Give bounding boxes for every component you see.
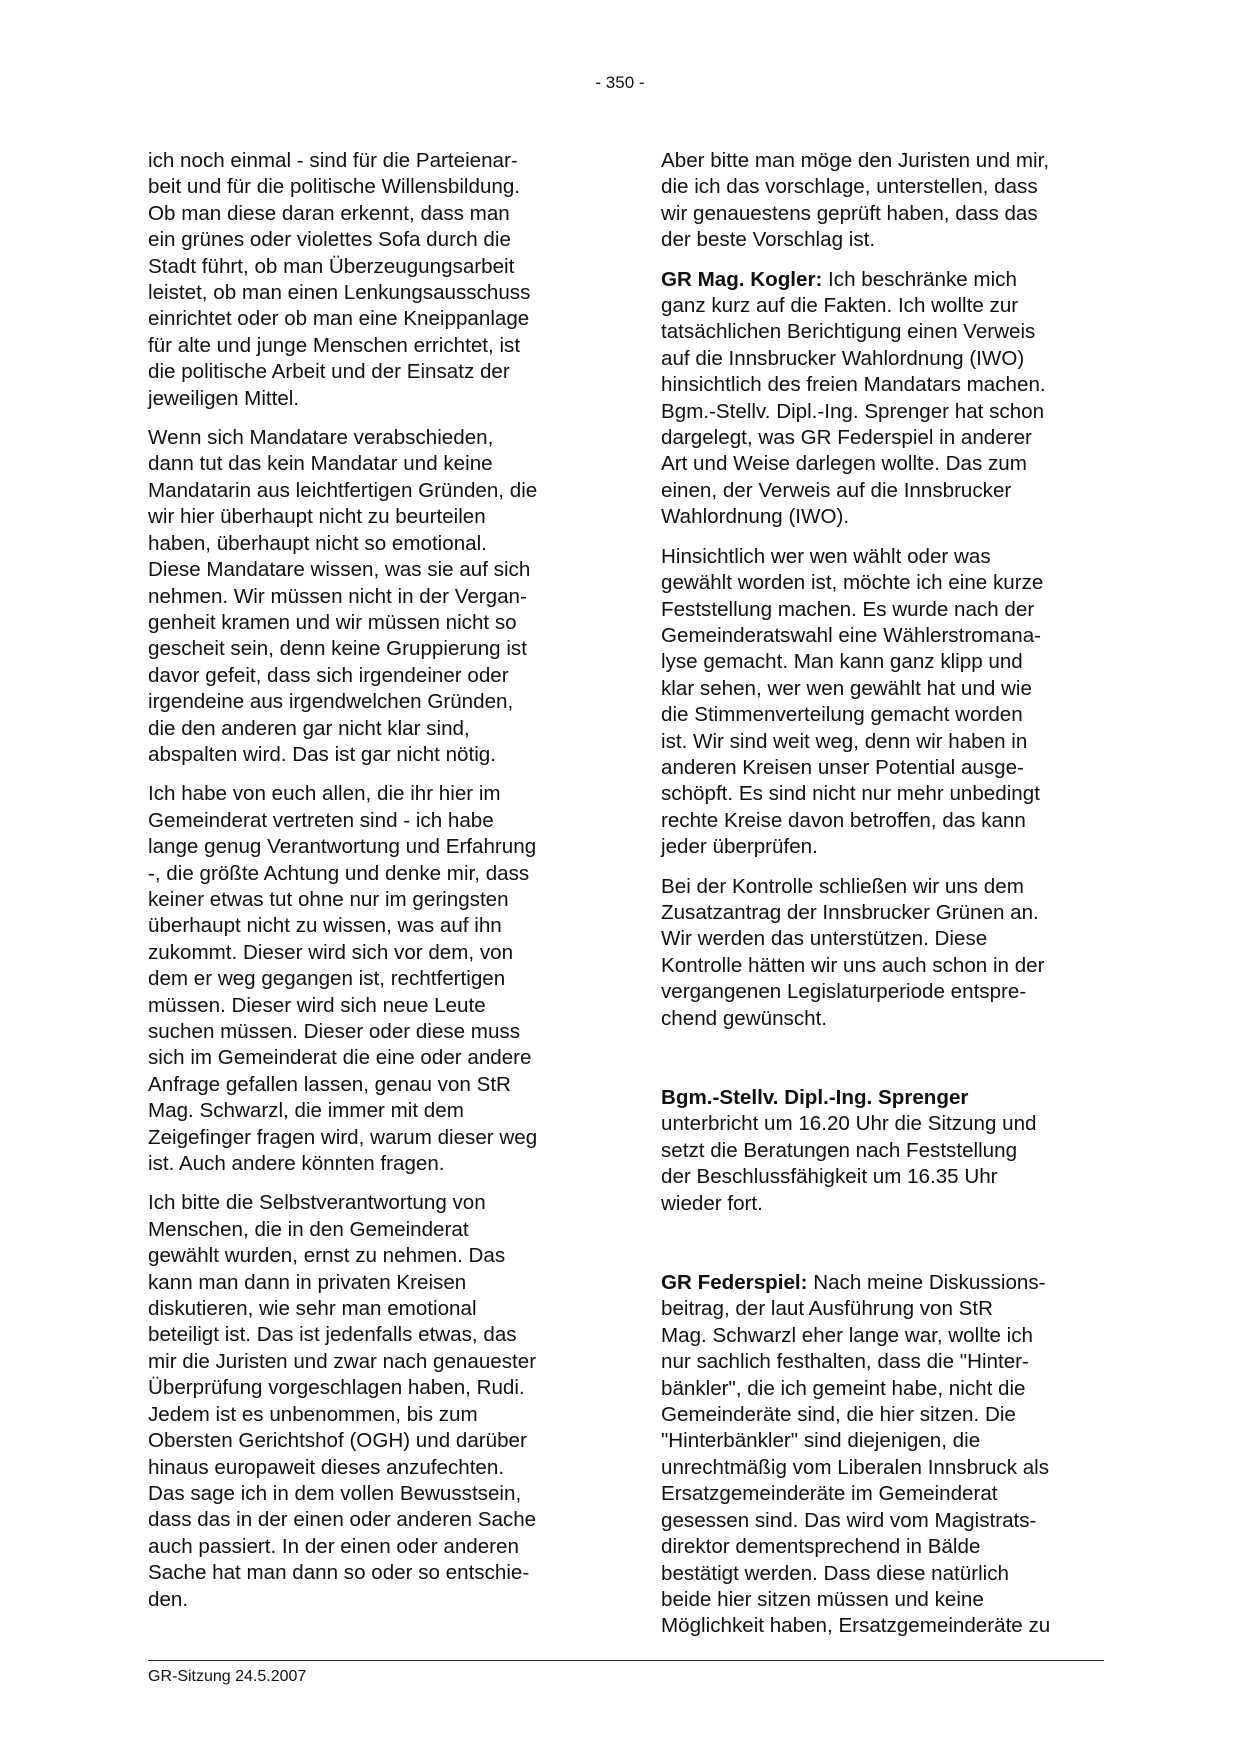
speech-start: Ich beschränke mich [822, 267, 1017, 291]
left-column [148, 148, 588, 1626]
text-line: Bei der Kontrolle schließen wir uns dem [661, 874, 1024, 898]
text-line: den. [148, 1587, 189, 1611]
text-line: der beste Vorschlag ist. [661, 228, 876, 252]
paragraph [661, 148, 1106, 254]
text-line: lyse gemacht. Man kann ganz klipp und [661, 650, 1023, 674]
text-line: schöpft. Es sind nicht nur mehr unbedingt [661, 782, 1040, 806]
text-line: Wahlordnung (IWO). [661, 505, 850, 529]
text-line: Aber bitte man möge den Juristen und mir, [661, 149, 1050, 172]
text-line [661, 267, 1106, 293]
text-line: jeweiligen Mittel. [148, 386, 300, 410]
speech-federspiel [661, 1270, 1106, 1640]
text-line: beteiligt ist. Das ist jedenfalls etwas, das [148, 1323, 517, 1347]
text-line: bänkler", die ich gemeint habe, nicht die [661, 1376, 1026, 1400]
text-line: zukommt. Dieser wird sich vor dem, von [148, 940, 514, 964]
text-line: dass das in der einen oder anderen Sache [148, 1508, 537, 1532]
text-line: ein grünes oder violettes Sofa durch die [148, 228, 511, 252]
speech-kogler [661, 267, 1106, 531]
text-line: dem er weg gegangen ist, rechtfertigen [148, 967, 506, 991]
right-column [661, 148, 1106, 1653]
text-line: Überprüfung vorgeschlagen haben, Rudi. [148, 1376, 525, 1400]
text-line: wir hier überhaupt nicht zu beurteilen [148, 505, 486, 529]
paragraph [148, 148, 588, 412]
text-line: mir die Juristen und zwar nach genauester [148, 1349, 537, 1373]
text-line: suchen müssen. Dieser oder diese muss [148, 1020, 521, 1043]
text-line: bestätigt werden. Dass diese natürlich [661, 1561, 1009, 1585]
paragraph [661, 544, 1106, 861]
text-line: genheit kramen und wir müssen nicht so [148, 610, 517, 634]
text-line: Mandatarin aus leichtfertigen Gründen, die [148, 478, 538, 502]
text-line: lange genug Verantwortung und Erfahrung [148, 835, 537, 859]
text-line: einen, der Verweis auf die Innsbrucker [661, 478, 1012, 502]
footer-divider [148, 1660, 1104, 1661]
text-line: die ich das vorschlage, unterstellen, dass [661, 175, 1038, 199]
text-line: direktor dementsprechend in Bälde [661, 1535, 981, 1559]
text-line: davor gefeit, dass sich irgendeiner oder [148, 663, 509, 687]
text-line: -, die größte Achtung und denke mir, dass [148, 861, 530, 885]
text-line: Zeigefinger fragen wird, warum dieser weg [148, 1125, 538, 1149]
text-line: Menschen, die in den Gemeinderat [148, 1217, 469, 1241]
text-line: Gemeinderatswahl eine Wählerstromana- [661, 623, 1042, 647]
text-line: tatsächlichen Berichtigung einen Verweis [661, 320, 1036, 344]
text-line: leistet, ob man einen Lenkungsausschuss [148, 281, 531, 305]
text-line: die politische Arbeit und der Einsatz der [148, 360, 510, 384]
footer-text: GR-Sitzung 24.5.2007 [148, 1668, 307, 1685]
text-line: überhaupt nicht zu wissen, was auf ihn [148, 914, 502, 938]
paragraph [148, 781, 588, 1177]
text-line [661, 1270, 1106, 1296]
text-line: diskutieren, wie sehr man emotional [148, 1297, 477, 1321]
text-line: dargelegt, was GR Federspiel in anderer [661, 426, 1032, 450]
text-line: Wenn sich Mandatare verabschieden, [148, 426, 494, 450]
text-line: sich im Gemeinderat die eine oder andere [148, 1046, 532, 1070]
text-line: Hinsichtlich wer wen wählt oder was [661, 544, 991, 568]
text-line: Obersten Gerichtshof (OGH) und darüber [148, 1429, 527, 1453]
text-line: Wir werden das unterstützen. Diese [661, 927, 988, 951]
text-line: anderen Kreisen unser Potential ausge- [661, 755, 1024, 779]
text-line: beit und für die politische Willensbildung. [148, 175, 521, 199]
text-line: auf die Innsbrucker Wahlordnung (IWO) [661, 346, 1025, 370]
text-line: nur sachlich festhalten, dass die "Hinter- [661, 1350, 1029, 1374]
text-line: Ich habe von euch allen, die ihr hier im [148, 782, 501, 806]
text-line: hinaus europaweit dieses anzufechten. [148, 1455, 505, 1479]
text-line: für alte und junge Menschen errichtet, ist [148, 333, 521, 357]
text-line: Anfrage gefallen lassen, genau von StR [148, 1072, 511, 1096]
text-line: vergangenen Legislaturperiode entspre- [661, 980, 1027, 1004]
text-line: gewählt worden ist, möchte ich eine kurze [661, 571, 1044, 595]
text-line: haben, überhaupt nicht so emotional. [148, 531, 487, 555]
speaker-name: GR Mag. Kogler: [661, 267, 823, 291]
text-line: Sache hat man dann so oder so entschie- [148, 1561, 530, 1585]
text-line: gesessen sind. Das wird vom Magistrats- [661, 1508, 1037, 1532]
text-line: "Hinterbänkler" sind diejenigen, die [661, 1429, 981, 1453]
text-line: chend gewünscht. [661, 1006, 828, 1030]
text-line: wieder fort. [661, 1191, 763, 1215]
text-line: die Stimmenverteilung gemacht worden [661, 703, 1023, 727]
text-line: Zusatzantrag der Innsbrucker Grünen an. [661, 900, 1039, 924]
text-line: beide hier sitzen müssen und keine [661, 1587, 984, 1611]
text-line: Mag. Schwarzl, die immer mit dem [148, 1099, 464, 1123]
text-line: rechte Kreise davon betroffen, das kann [661, 808, 1026, 832]
text-line: gescheit sein, denn keine Gruppierung ist [148, 637, 527, 661]
text-line: Ersatzgemeinderäte im Gemeinderat [661, 1482, 998, 1506]
text-line: Das sage ich in dem vollen Bewusstsein, [148, 1481, 522, 1505]
text-line: Diese Mandatare wissen, was sie auf sich [148, 558, 531, 582]
text-line: ist. Auch andere könnten fragen. [148, 1152, 445, 1176]
text-line: gewählt wurden, ernst zu nehmen. Das [148, 1244, 506, 1268]
text-line: Gemeinderat vertreten sind - ich habe [148, 808, 494, 832]
text-line: dann tut das kein Mandatar und keine [148, 452, 493, 476]
paragraph [148, 1190, 588, 1613]
text-line: keiner etwas tut ohne nur im geringsten [148, 887, 509, 911]
text-line: Ob man diese daran erkennt, dass man [148, 201, 510, 225]
text-line: Kontrolle hätten wir uns auch schon in der [661, 953, 1045, 977]
text-line: Ich bitte die Selbstverantwortung von [148, 1191, 486, 1215]
text-line: irgendeine aus irgendwelchen Gründen, [148, 690, 514, 714]
text-line: nehmen. Wir müssen nicht in der Vergan- [148, 584, 527, 608]
paragraph [148, 425, 588, 768]
text-line: kann man dann in privaten Kreisen [148, 1270, 467, 1294]
text-line: der Beschlussfähigkeit um 16.35 Uhr [661, 1165, 998, 1189]
text-line: unterbricht um 16.20 Uhr die Sitzung und [661, 1112, 1037, 1136]
text-line: hinsichtlich des freien Mandatars machen. [661, 373, 1046, 397]
text-line: Feststellung machen. Es wurde nach der [661, 597, 1035, 621]
text-line: Art und Weise darlegen wollte. Das zum [661, 452, 1027, 476]
page-number: - 350 - [595, 73, 645, 92]
text-line: Gemeinderäte sind, die hier sitzen. Die [661, 1403, 1016, 1427]
paragraph [661, 874, 1106, 1032]
text-line: wir genauestens geprüft haben, dass das [661, 201, 1038, 225]
text-line: unrechtmäßig vom Liberalen Innsbruck als [661, 1455, 1050, 1479]
text-line: Möglichkeit haben, Ersatzgemeinderäte zu [661, 1614, 1051, 1638]
text-line: Jedem ist es unbenommen, bis zum [148, 1402, 478, 1426]
text-line: ich noch einmal - sind für die Parteienar- [148, 149, 518, 172]
text-line: Stadt führt, ob man Überzeugungsarbeit [148, 254, 515, 278]
session-note-heading: Bgm.-Stellv. Dipl.-Ing. Sprenger [661, 1086, 969, 1109]
session-note [661, 1085, 1106, 1217]
text-line: Mag. Schwarzl eher lange war, wollte ich [661, 1323, 1034, 1347]
text-line: die den anderen gar nicht klar sind, [148, 716, 470, 740]
text-line: abspalten wird. Das ist gar nicht nötig. [148, 742, 496, 766]
text-line: jeder überprüfen. [661, 835, 818, 859]
text-line: ganz kurz auf die Fakten. Ich wollte zur [661, 294, 1019, 318]
text-line: müssen. Dieser wird sich neue Leute [148, 993, 486, 1017]
text-line: einrichtet oder ob man eine Kneippanlage [148, 307, 530, 331]
text-line: klar sehen, wer wen gewählt hat und wie [661, 676, 1032, 700]
text-line: auch passiert. In der einen oder anderen [148, 1534, 519, 1558]
speech-start: Nach meine Diskussions- [807, 1271, 1046, 1295]
text-line: Bgm.-Stellv. Dipl.-Ing. Sprenger hat schon [661, 399, 1045, 423]
text-line: setzt die Beratungen nach Feststellung [661, 1138, 1018, 1162]
text-line: ist. Wir sind weit weg, denn wir haben in [661, 729, 1028, 753]
text-line: beitrag, der laut Ausführung von StR [661, 1297, 993, 1321]
speaker-name: GR Federspiel: [661, 1271, 808, 1295]
